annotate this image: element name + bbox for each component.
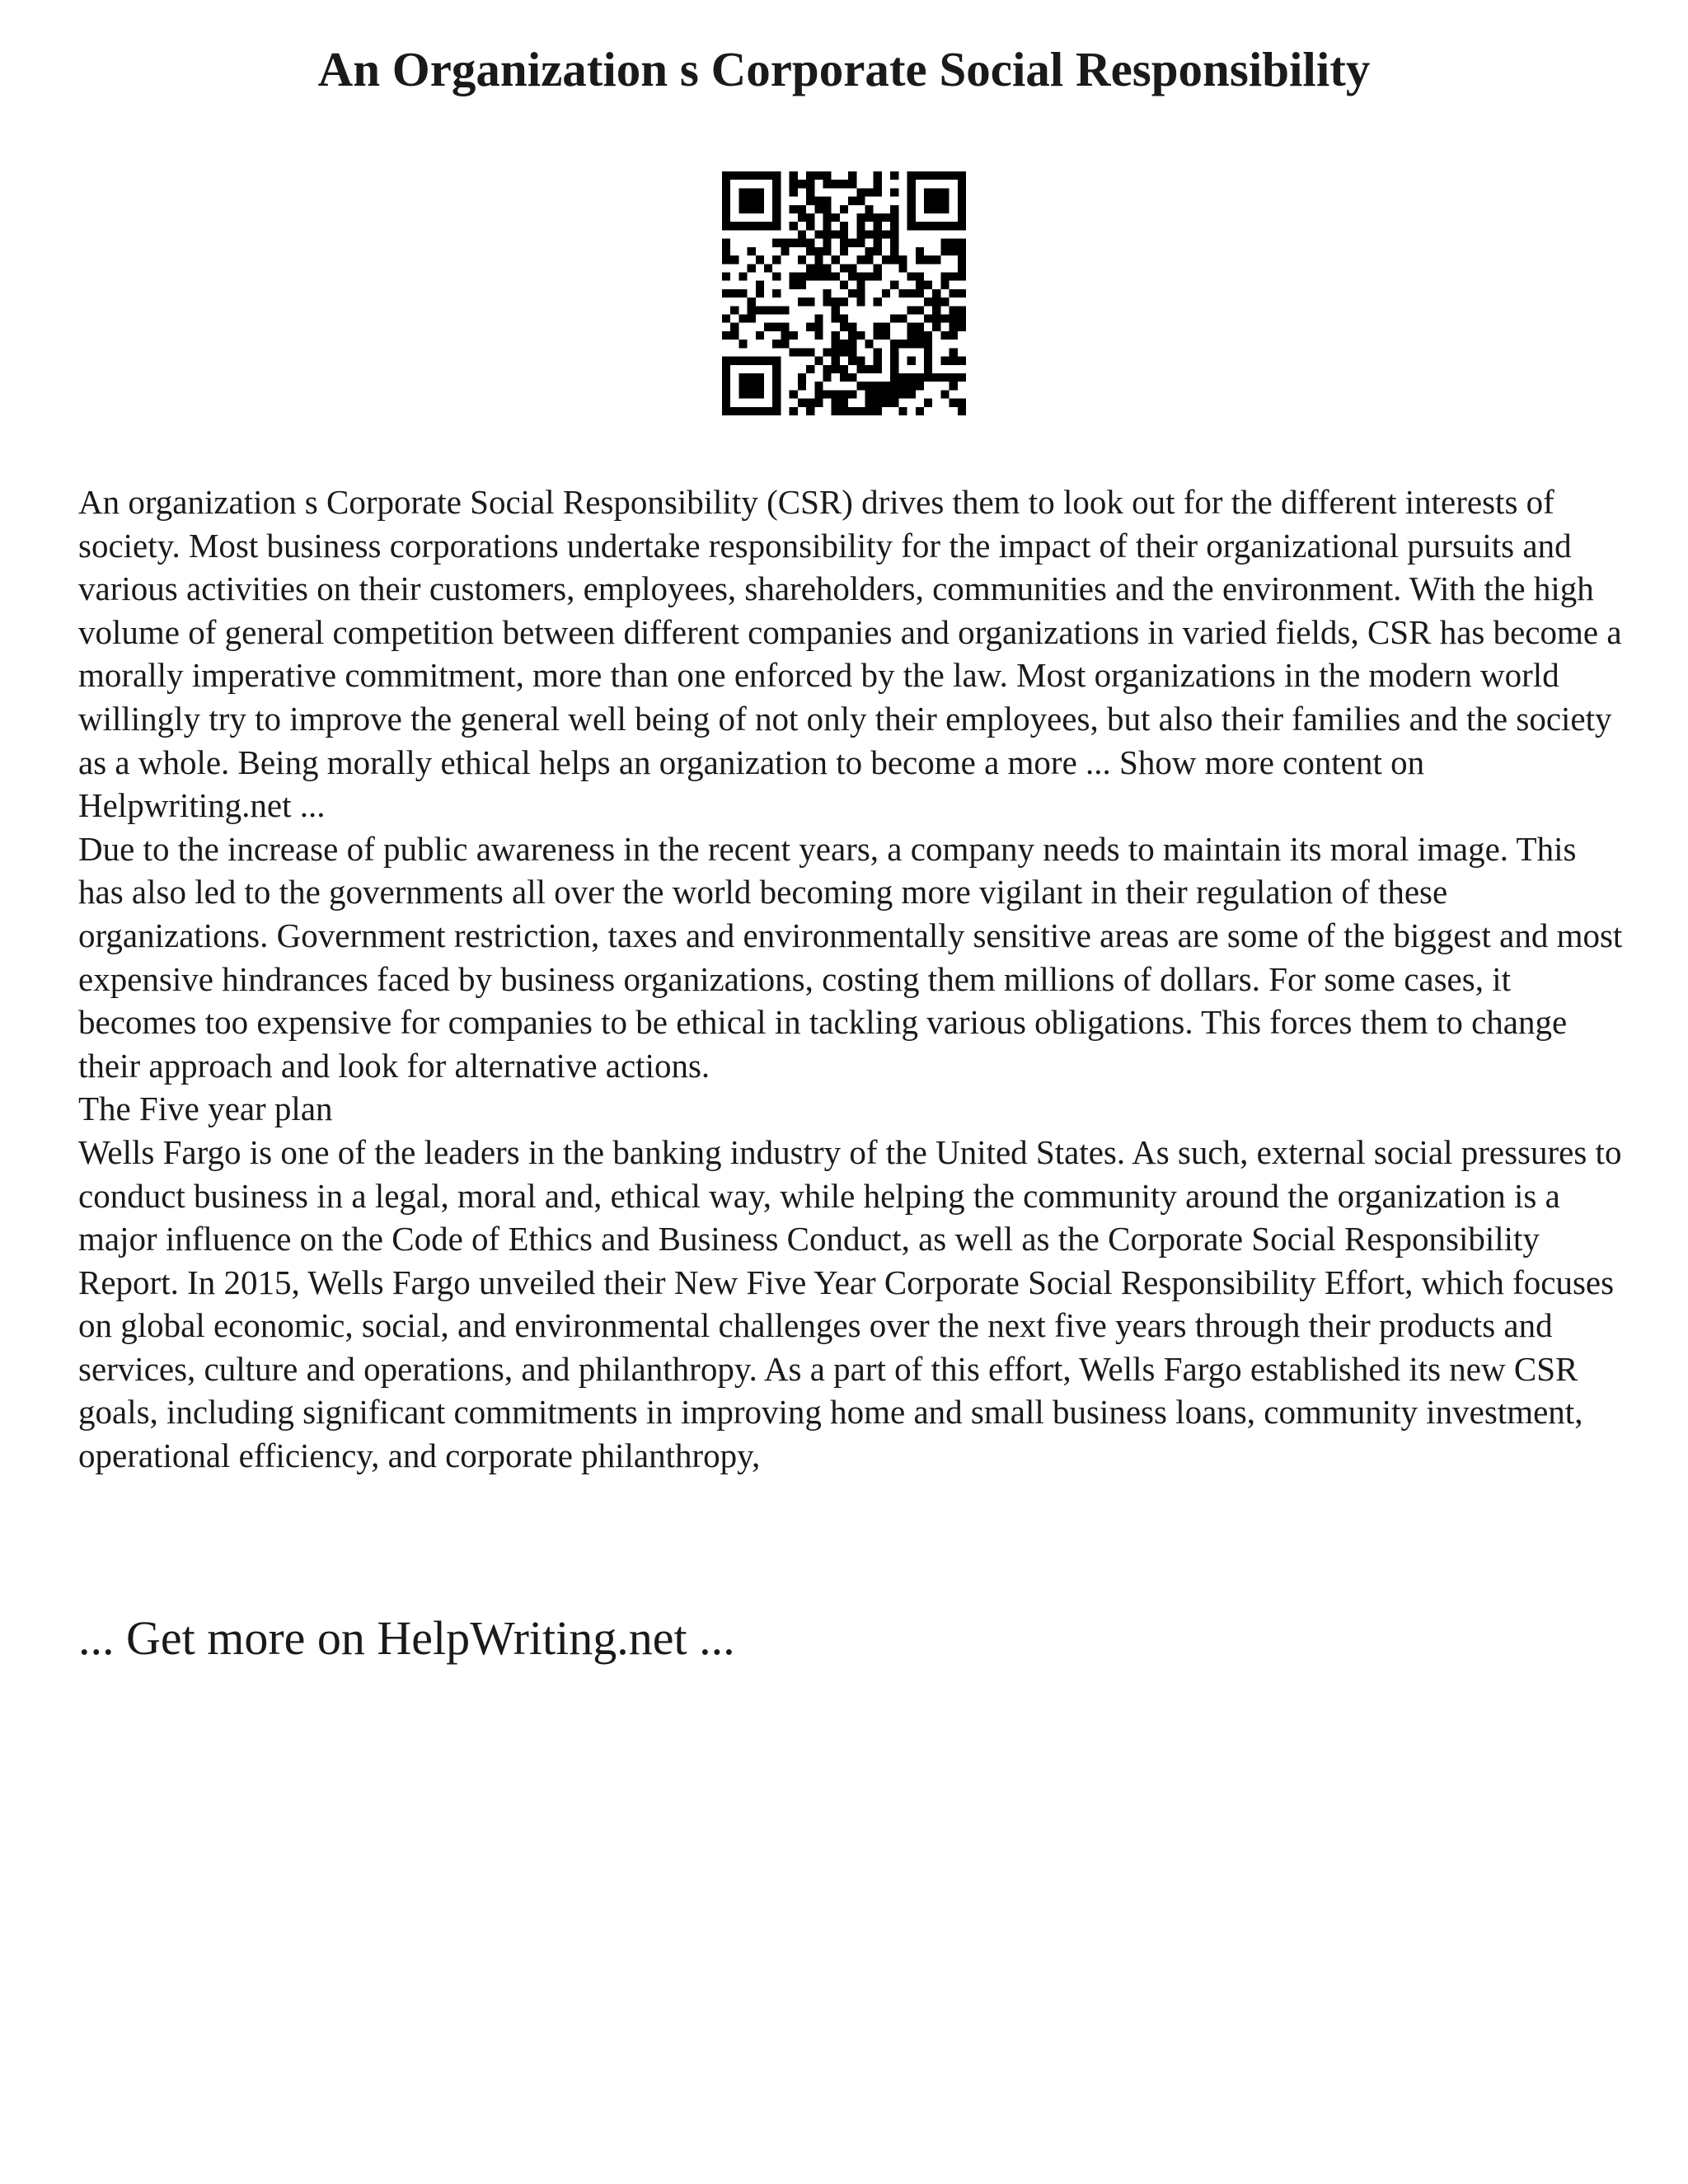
article-body <box>78 480 1628 1478</box>
document-title: An Organization s Corporate Social Responsibility <box>317 42 1371 96</box>
get-more-link[interactable]: ... Get more on HelpWriting.net ... <box>78 1611 735 1665</box>
section-heading: The Five year plan <box>78 1090 333 1128</box>
paragraph: Wells Fargo is one of the leaders in the banking industry of the United States. As such, external social pressures to conduct business in a legal, moral and, ethical way, while helping the community around the organization is a major influence on the Code of Ethics and Business Conduct, as well as the Corporate Social Responsibility Report. In 2015, Wells Fargo unveiled their New Five Year Corporate Social Responsibility Effort, which focuses on global economic, social, and environmental challenges over the next five years through their products and services, culture and operations, and philanthropy. As a part of this effort, Wells Fargo established its new CSR goals, including significant commitments in improving home and small business loans, community investment, operational efficiency, and corporate philanthropy, <box>78 1132 1622 1475</box>
paragraph: Due to the increase of public awareness in the recent years, a company needs to maintain its moral image. This has also led to the governments all over the world becoming more vigilant in their regulation of these organizations. Government restriction, taxes and environmentally sensitive areas are some of the biggest and most expensive hindrances faced by business organizations, costing them millions of dollars. For some cases, it becomes too expensive for companies to be ethical in tackling various obligations. This forces them to change their approach and look for alternative actions. <box>78 829 1623 1085</box>
qr-code-icon <box>722 171 966 415</box>
paragraph: An organization s Corporate Social Responsibility (CSR) drives them to look out for the different interests of society. Most business corporations undertake responsibility for the impact of their organizational pursuits and various activities on their customers, employees, shareholders, communities and the environment. With the high volume of general competition between different companies and organizations in varied fields, CSR has become a morally imperative commitment, more than one enforced by the law. Most organizations in the modern world willingly try to improve the general well being of not only their employees, but also their families and the society as a whole. Being morally ethical helps an organization to become a more ... Show more content on Helpwriting.net ... <box>78 483 1622 825</box>
